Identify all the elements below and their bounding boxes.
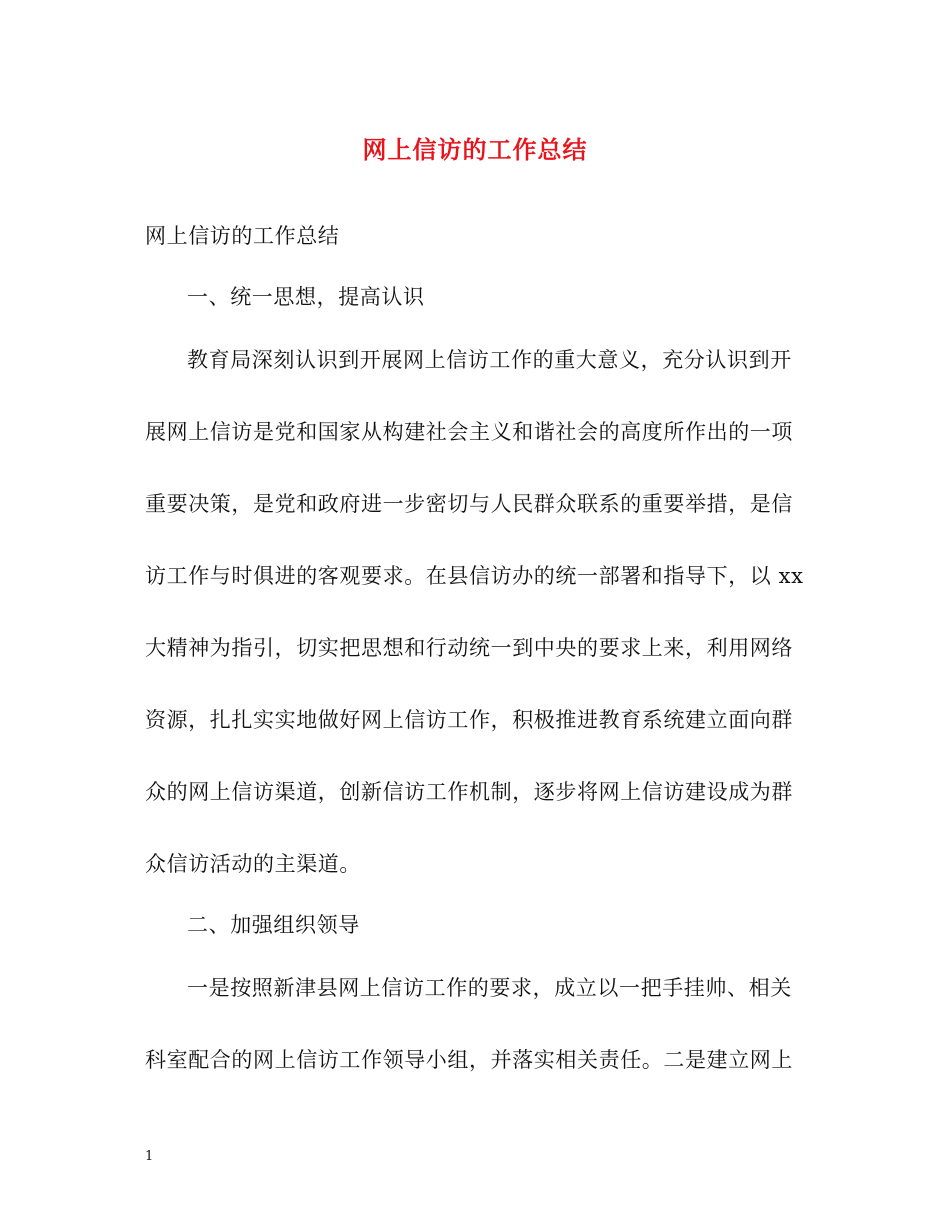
paragraph-line: 教育局深刻认识到开展网上信访工作的重大意义，充分认识到开 — [187, 348, 792, 372]
paragraph-line: 一是按照新津县网上信访工作的要求，成立以一把手挂帅、相关 — [187, 976, 792, 1000]
paragraph-line: 大精神为指引，切实把思想和行动统一到中央的要求上来，利用网络 — [145, 636, 793, 660]
paragraph-line: 访工作与时俱进的客观要求。在县信访办的统一部署和指导下，以 xx — [145, 564, 804, 588]
section-heading-2: 二、加强组织领导 — [187, 913, 360, 937]
paragraph-line: 重要决策，是党和政府进一步密切与人民群众联系的重要举措，是信 — [145, 492, 793, 516]
paragraph-line: 展网上信访是党和国家从构建社会主义和谐社会的高度所作出的一项 — [145, 420, 793, 444]
document-title: 网上信访的工作总结 — [362, 135, 588, 164]
paragraph-line: 众信访活动的主渠道。 — [145, 852, 361, 876]
page-number: 1 — [145, 1149, 154, 1164]
paragraph-line: 资源，扎扎实实地做好网上信访工作，积极推进教育系统建立面向群 — [145, 708, 793, 732]
paragraph-line: 科室配合的网上信访工作领导小组，并落实相关责任。二是建立网上 — [145, 1048, 793, 1072]
document-subtitle: 网上信访的工作总结 — [145, 224, 340, 248]
paragraph-line: 众的网上信访渠道，创新信访工作机制，逐步将网上信访建设成为群 — [145, 780, 793, 804]
section-heading-1: 一、统一思想，提高认识 — [187, 285, 425, 309]
